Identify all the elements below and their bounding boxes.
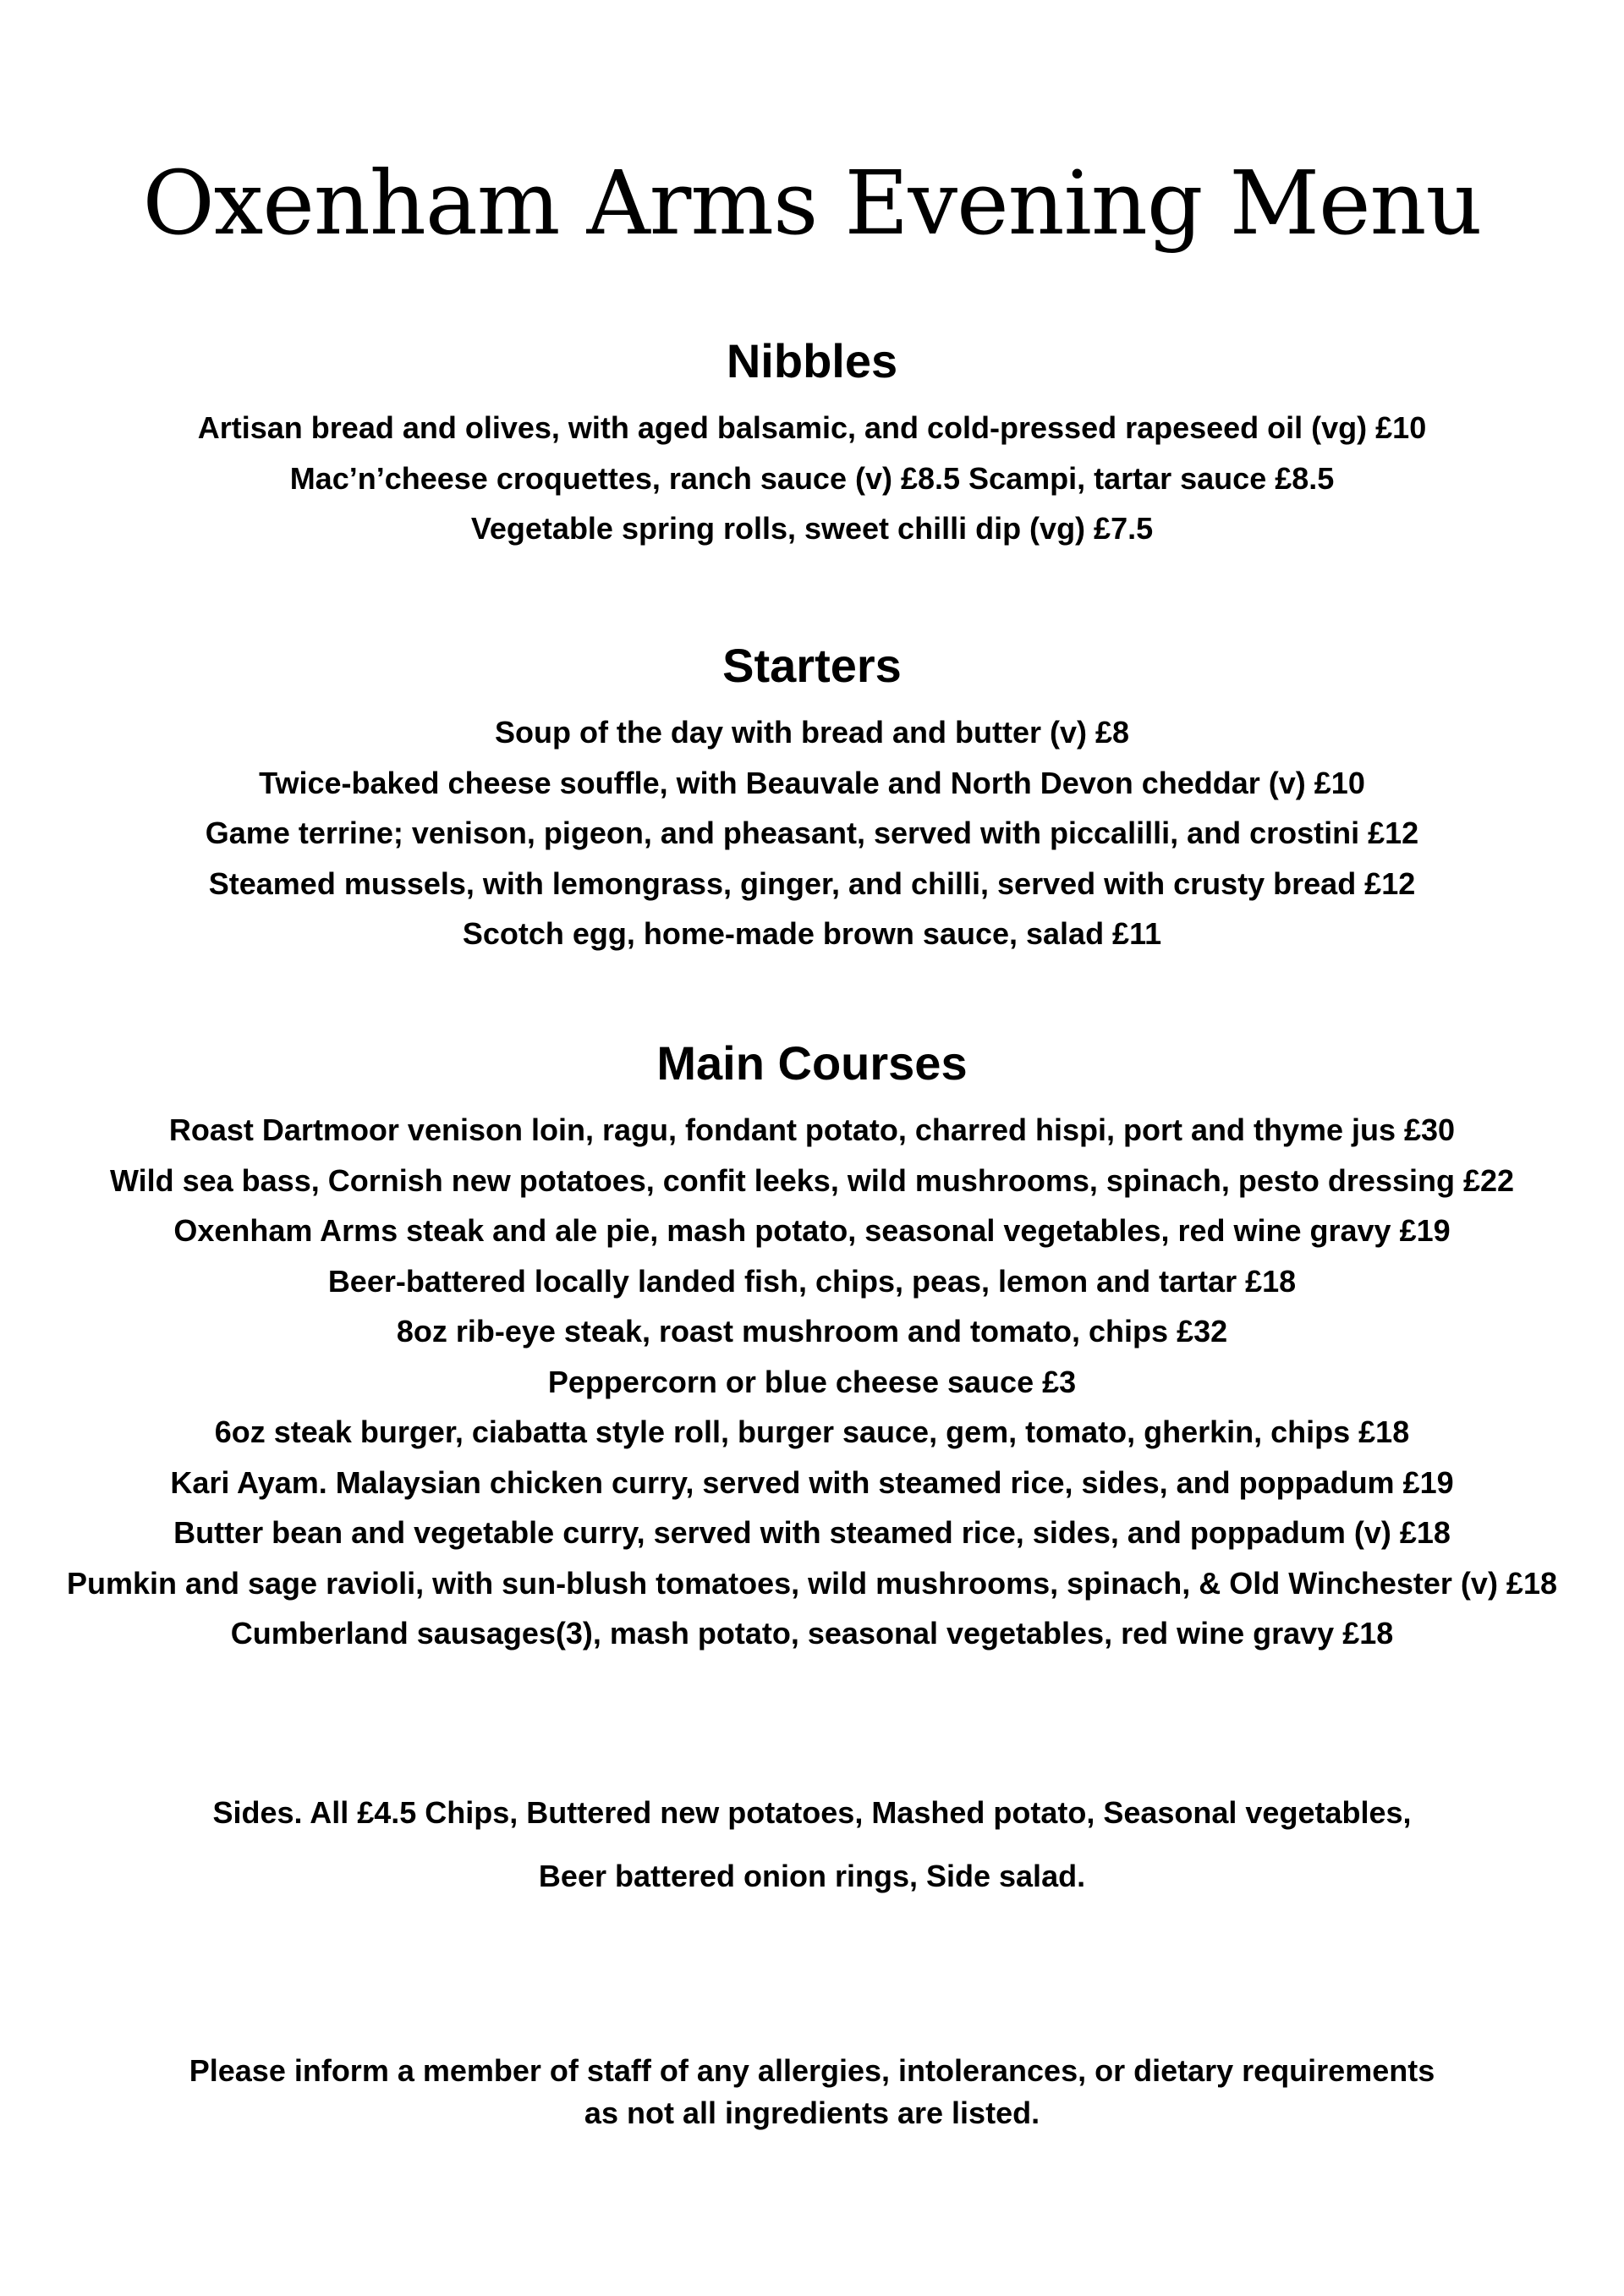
- sides-line-1: Sides. All £4.5 Chips, Buttered new potatoes, Mashed potato, Seasonal vegetables,: [212, 1795, 1412, 1830]
- menu-item: Twice-baked cheese souffle, with Beauvale and North Devon cheddar (v) £10: [259, 765, 1365, 800]
- menu-item: Mac’n’cheese croquettes, ranch sauce (v) £8.5 Scampi, tartar sauce £8.5: [289, 460, 1335, 496]
- menu-item: Peppercorn or blue cheese sauce £3: [547, 1364, 1077, 1399]
- menu-item: Oxenham Arms steak and ale pie, mash potato, seasonal vegetables, red wine gravy £19: [173, 1213, 1451, 1248]
- section-heading-starters: Starters: [722, 639, 902, 692]
- menu-title: Oxenham Arms Evening Menu: [142, 151, 1482, 255]
- menu-item: Cumberland sausages(3), mash potato, seasonal vegetables, red wine gravy £18: [230, 1616, 1394, 1651]
- menu-item: Game terrine; venison, pigeon, and pheasant, served with piccalilli, and crostini £12: [205, 816, 1419, 850]
- section-nibbles: [0, 332, 1624, 554]
- menu-item: Kari Ayam. Malaysian chicken curry, served with steamed rice, sides, and poppadum £19: [170, 1464, 1454, 1500]
- allergy-notice-line-2: as not all ingredients are listed.: [584, 2096, 1040, 2130]
- section-heading-main-courses: Main Courses: [656, 1036, 968, 1090]
- menu-item: Wild sea bass, Cornish new potatoes, confit leeks, wild mushrooms, spinach, pesto dressing £22: [109, 1162, 1515, 1198]
- section-heading-nibbles: Nibbles: [726, 334, 898, 387]
- allergy-notice-line-1: Please inform a member of staff of any allergies, intolerances, or dietary requirements: [189, 2053, 1435, 2088]
- menu-item: Roast Dartmoor venison loin, ragu, fondant potato, charred hispi, port and thyme jus £30: [168, 1112, 1456, 1147]
- menu-item: Steamed mussels, with lemongrass, ginger, and chilli, served with crusty bread £12: [208, 865, 1416, 901]
- menu-item: Scotch egg, home-made brown sauce, salad £11: [462, 916, 1162, 951]
- section-main-courses: [0, 1034, 1624, 1659]
- menu-item: 6oz steak burger, ciabatta style roll, burger sauce, gem, tomato, gherkin, chips £18: [214, 1414, 1410, 1449]
- menu-item: Artisan bread and olives, with aged balsamic, and cold-pressed rapeseed oil (vg) £10: [197, 410, 1427, 445]
- menu-item: Butter bean and vegetable curry, served with steamed rice, sides, and poppadum (v) £18: [173, 1515, 1451, 1550]
- menu-item: Beer-battered locally landed fish, chips, peas, lemon and tartar £18: [327, 1263, 1297, 1299]
- menu-item: Pumkin and sage ravioli, with sun-blush tomatoes, wild mushrooms, spinach, & Old Winchester (v) £18: [66, 1565, 1557, 1601]
- menu-item: Soup of the day with bread and butter (v) £8: [494, 715, 1130, 750]
- menu-item: Vegetable spring rolls, sweet chilli dip (vg) £7.5: [470, 511, 1154, 546]
- section-starters: [0, 636, 1624, 959]
- menu-item: 8oz rib-eye steak, roast mushroom and tomato, chips £32: [396, 1314, 1228, 1348]
- sides-line-2: Beer battered onion rings, Side salad.: [538, 1859, 1086, 1893]
